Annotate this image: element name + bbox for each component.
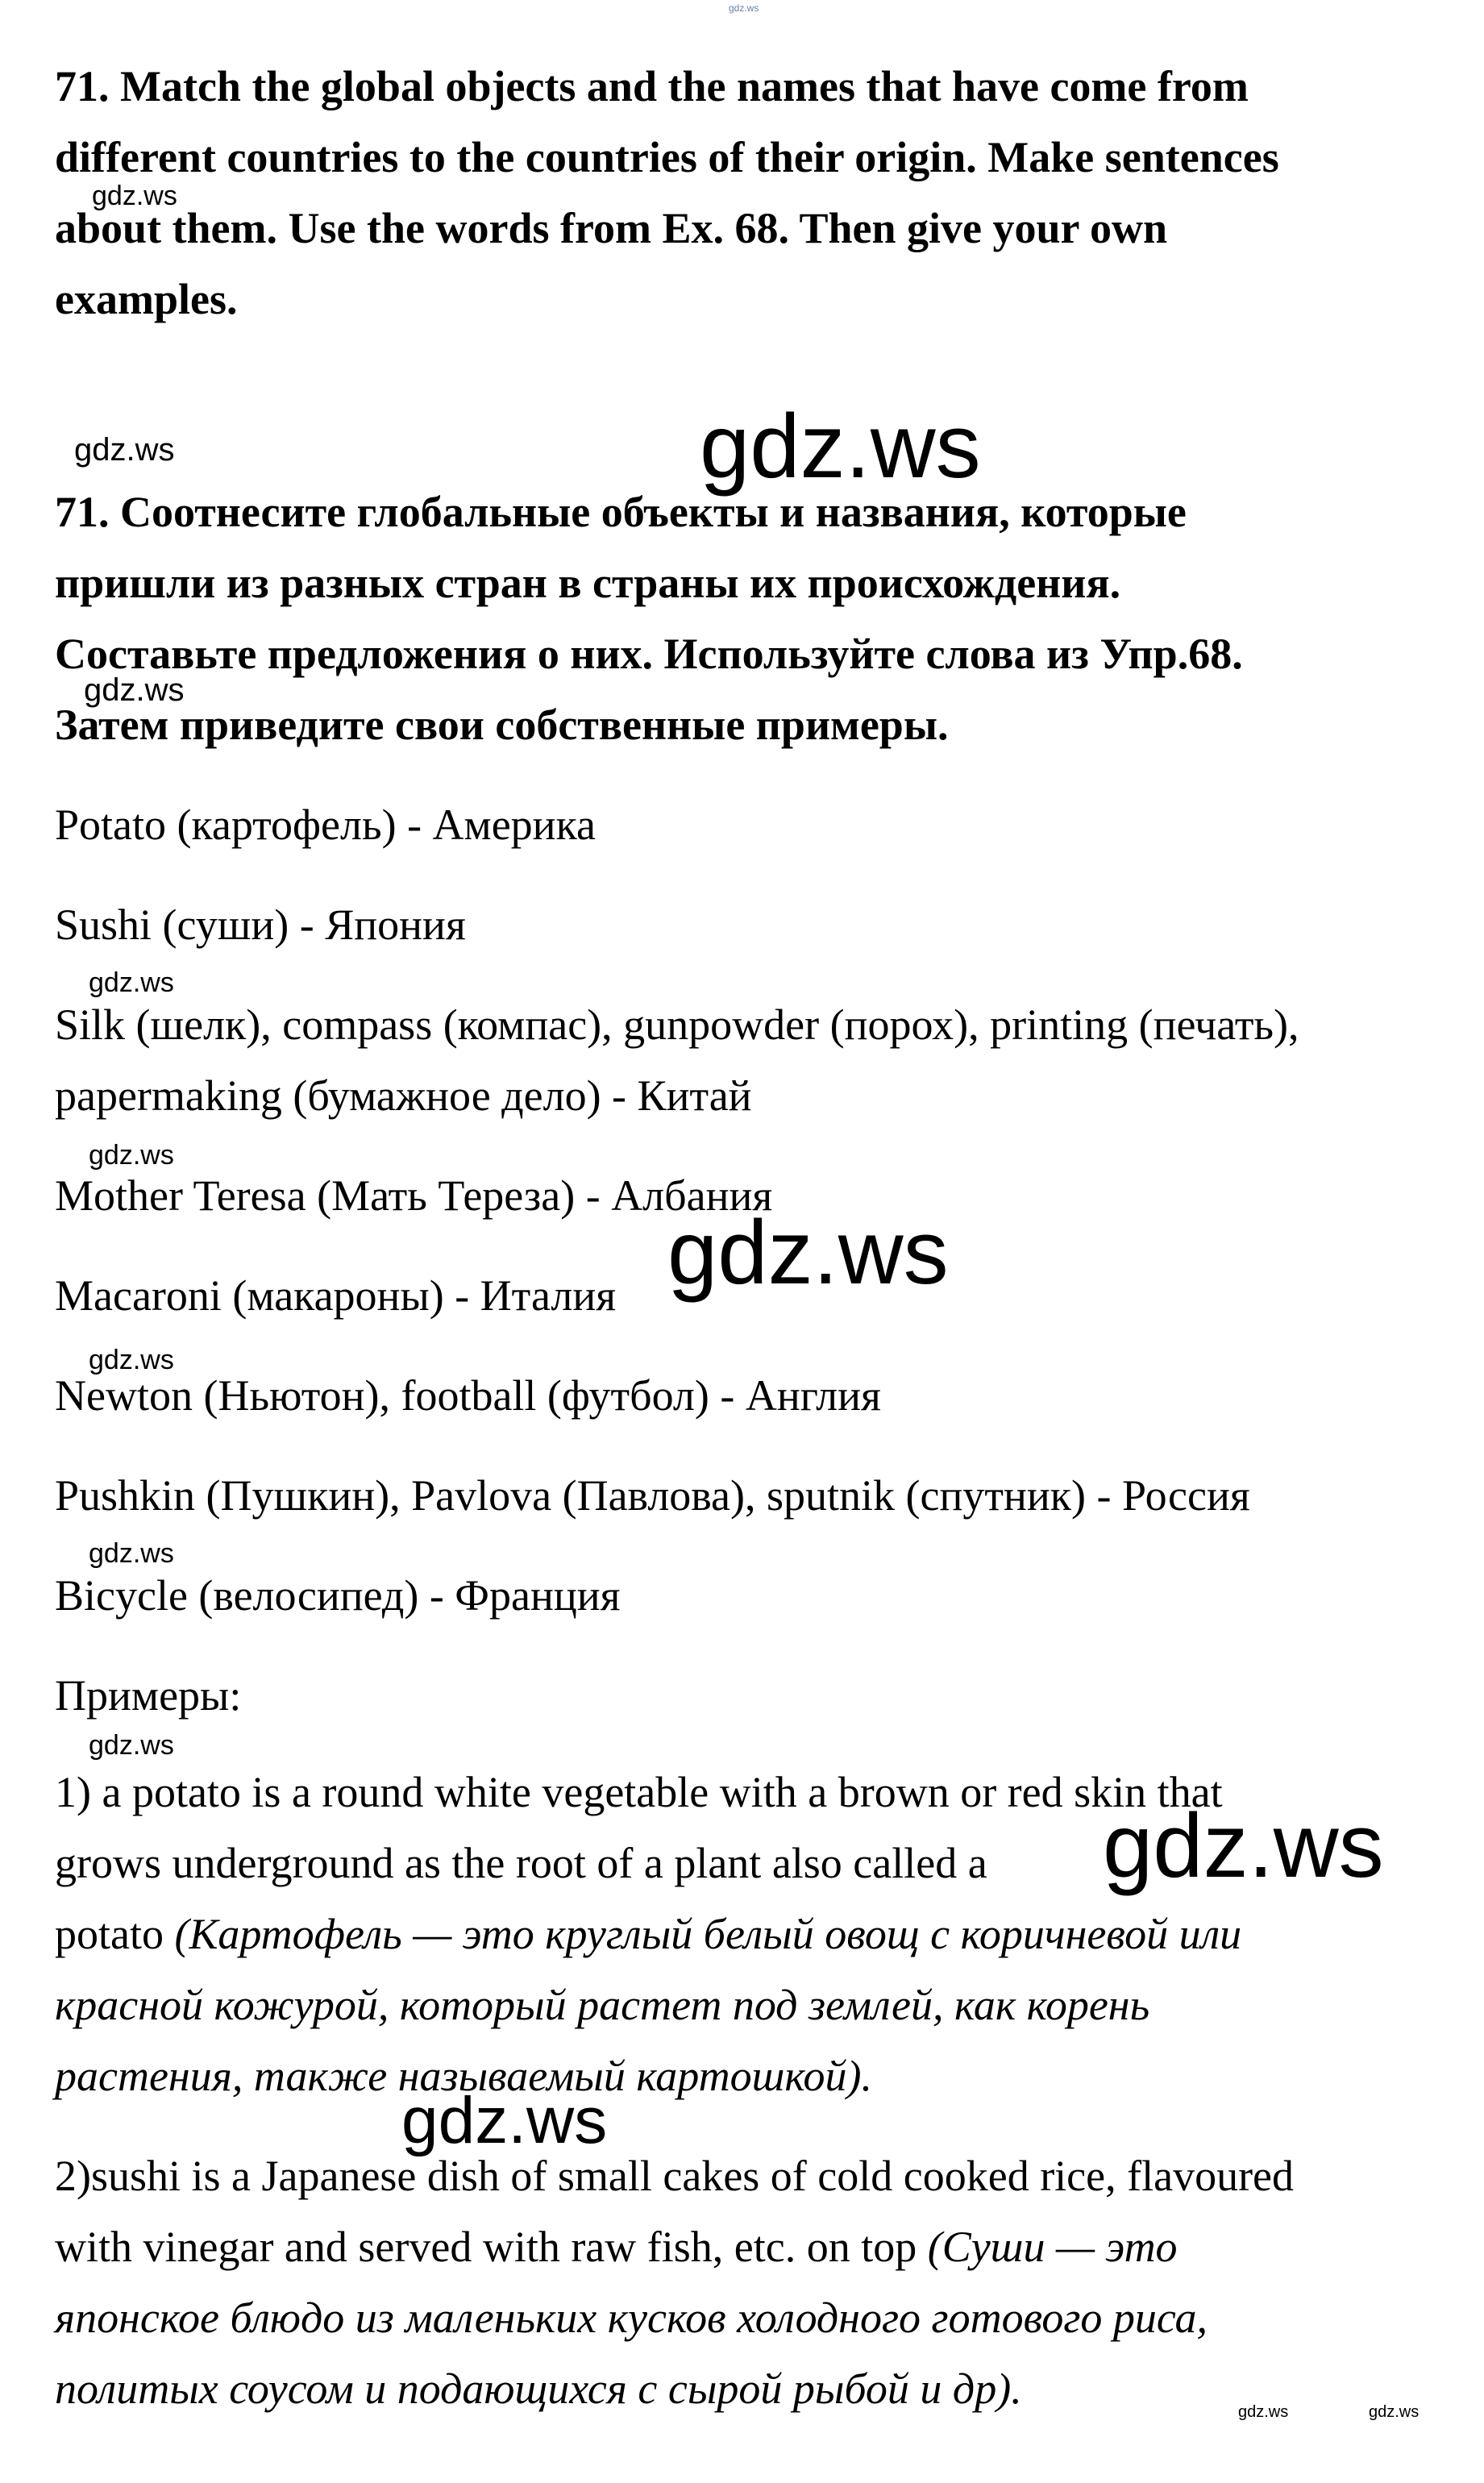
answer-line: Newton (Ньютон), football (футбол) - Англия: [55, 1371, 881, 1420]
watermark: gdz.ws: [89, 1730, 174, 1761]
example-1-line: grows underground as the root of a plant also called a: [55, 1839, 987, 1887]
example-1-translation-line: растения, также называемый картошкой).: [55, 2052, 873, 2100]
watermark: gdz.ws: [1103, 1795, 1384, 1896]
example-2-translation-line: японское блюдо из маленьких кусков холодного готового риса,: [55, 2294, 1208, 2342]
example-2-line: [55, 2225, 1178, 2269]
watermark: gdz.ws: [700, 396, 981, 497]
task-russian-line: Затем приведите свои собственные примеры.: [55, 701, 949, 749]
task-english-line: examples.: [55, 275, 238, 323]
task-russian-line: пришли из разных стран в страны их происхождения.: [55, 559, 1121, 607]
watermark: gdz.ws: [89, 1538, 174, 1569]
answer-line: Bicycle (велосипед) - Франция: [55, 1571, 621, 1620]
task-english-line: 71. Match the global objects and the names that have come from: [55, 62, 1249, 110]
watermark: gdz.ws: [729, 2, 759, 14]
watermark: gdz.ws: [89, 967, 174, 998]
example-1-line: 1) a potato is a round white vegetable with a brown or red skin that: [55, 1768, 1223, 1816]
watermark: gdz.ws: [667, 1202, 949, 1303]
task-russian-line: 71. Соотнесите глобальные объекты и названия, которые: [55, 488, 1187, 536]
watermark: gdz.ws: [74, 432, 175, 468]
example-1-english: potato: [55, 1910, 175, 1958]
example-1-translation-line: красной кожурой, который растет под землей, как корень: [55, 1981, 1150, 2029]
example-1-line: [55, 1912, 1241, 1956]
answer-line: Mother Teresa (Мать Тереза) - Албания: [55, 1171, 773, 1220]
answer-line: Pushkin (Пушкин), Pavlova (Павлова), sputnik (спутник) - Россия: [55, 1471, 1250, 1520]
watermark: gdz.ws: [89, 1140, 174, 1171]
answer-line: Macaroni (макароны) - Италия: [55, 1271, 617, 1320]
example-2-translation: (Суши — это: [927, 2223, 1178, 2271]
answer-line: Silk (шелк), compass (компас), gunpowder (порох), printing (печать),: [55, 1000, 1299, 1049]
answer-line: Sushi (суши) - Япония: [55, 900, 466, 949]
examples-heading: Примеры:: [55, 1671, 242, 1720]
task-english-line: different countries to the countries of their origin. Make sentences: [55, 133, 1279, 181]
example-2-line: 2)sushi is a Japanese dish of small cakes of cold cooked rice, flavoured: [55, 2152, 1295, 2200]
example-2-translation-line: политых соусом и подающихся с сырой рыбой и др).: [55, 2364, 1022, 2413]
watermark: gdz.ws: [1369, 2403, 1420, 2421]
watermark: gdz.ws: [92, 181, 177, 211]
watermark: gdz.ws: [401, 2084, 608, 2157]
example-2-english: with vinegar and served with raw fish, etc. on top: [55, 2223, 928, 2271]
watermark: gdz.ws: [84, 672, 185, 708]
answer-line: papermaking (бумажное дело) - Китай: [55, 1071, 752, 1120]
task-english-line: about them. Use the words from Ex. 68. Then give your own: [55, 204, 1168, 252]
watermark: gdz.ws: [1238, 2403, 1289, 2421]
answer-line: Potato (картофель) - Америка: [55, 801, 596, 849]
watermark: gdz.ws: [89, 1345, 174, 1375]
task-russian-line: Составьте предложения о них. Используйте слова из Упр.68.: [55, 630, 1243, 678]
example-1-translation: (Картофель — это круглый белый овощ с коричневой или: [174, 1910, 1242, 1958]
